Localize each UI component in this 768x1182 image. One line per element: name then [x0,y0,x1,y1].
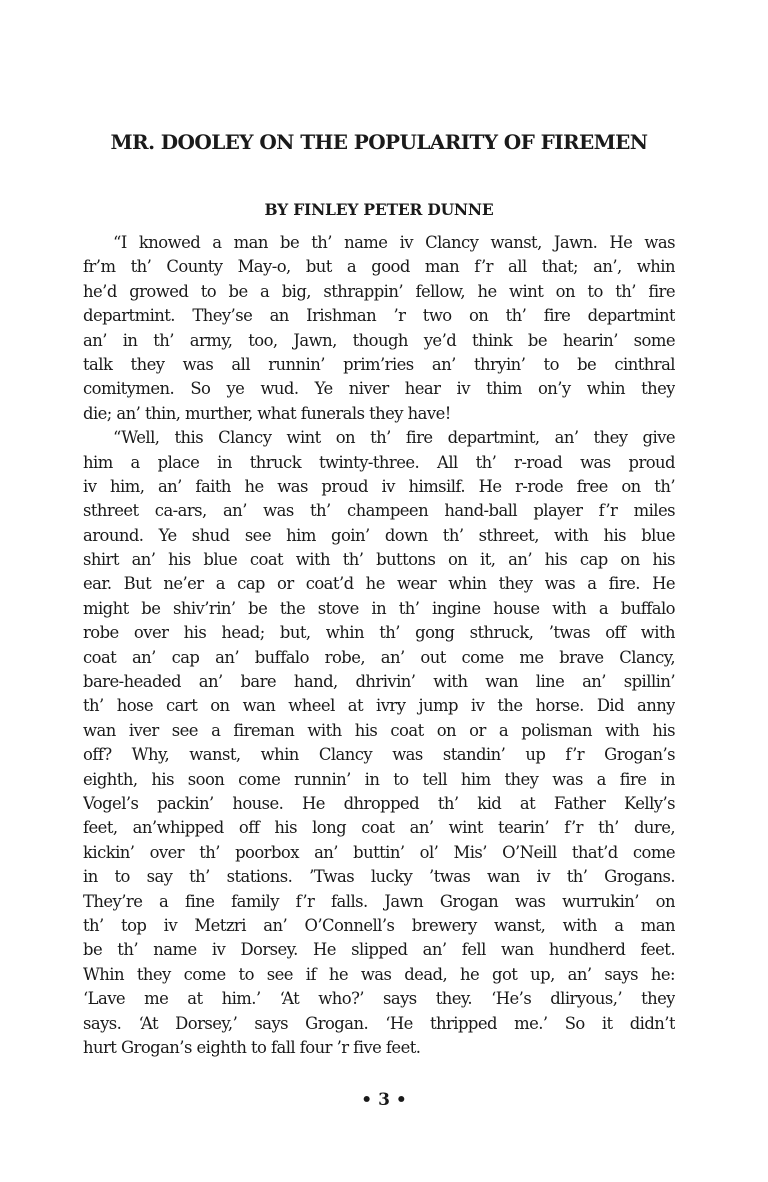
text-line: an’ in th’ army, too, Jawn, though ye’d think be hearin’ some [83,330,675,350]
text-line: Vogel’s packin’ house. He dhropped th’ kid at Father Kelly’s [83,793,675,813]
text-line: in to say th’ stations. ’Twas lucky ’twas wan iv th’ Grogans. [83,867,675,887]
text-line: might be shiv’rin’ be the stove in th’ ingine house with a buffalo [83,598,675,618]
text-line: feet, an’whipped off his long coat an’ wint tearin’ f’r th’ dure, [83,818,675,838]
text-line: be th’ name iv Dorsey. He slipped an’ fell wan hundherd feet. [83,940,675,960]
author-byline: BY FINLEY PETER DUNNE [264,200,494,219]
text-line: him a place in thruck twinty-three. All th’ r-road was proud [83,452,675,472]
text-line: robe over his head; but, whin th’ gong sthruck, ’twas off with [83,623,675,643]
text-line: th’ hose cart on wan wheel at ivry jump iv the horse. Did anny [83,696,675,716]
text-line: hurt Grogan’s eighth to fall four ’r five feet. [83,1037,421,1057]
article-body [83,231,675,1060]
text-line: “Well, this Clancy wint on th’ fire departmint, an’ they give [113,428,675,448]
article-title: MR. DOOLEY ON THE POPULARITY OF FIREMEN [110,130,648,154]
text-line: fr’m th’ County May-o, but a good man f’r all that; an’, whin [83,257,675,277]
paragraph [83,426,675,1060]
text-line: kickin’ over th’ poorbox an’ buttin’ ol’ Mis’ O’Neill that’d come [83,842,675,862]
text-line: th’ top iv Metzri an’ O’Connell’s brewery wanst, with a man [83,915,675,935]
paragraph [83,231,675,426]
text-line: coat an’ cap an’ buffalo robe, an’ out come me brave Clancy, [83,647,675,667]
text-line: ‘Lave me at him.’ ‘At who?’ says they. ‘He’s dliryous,’ they [83,989,675,1009]
text-line: sthreet ca-ars, an’ was th’ champeen hand-ball player f’r miles [83,501,675,521]
text-line: wan iver see a fireman with his coat on or a polisman with his [83,720,675,740]
text-line: iv him, an’ faith he was proud iv himsilf. He r-rode free on th’ [83,476,675,496]
page-body [83,128,675,1060]
text-line: comitymen. So ye wud. Ye niver hear iv thim on’y whin they [83,379,675,399]
text-line: die; an’ thin, murther, what funerals they have! [83,403,451,423]
text-line: he’d growed to be a big, sthrappin’ fellow, he wint on to th’ fire [83,281,675,301]
text-line: says. ‘At Dorsey,’ says Grogan. ‘He thripped me.’ So it didn’t [83,1013,675,1033]
text-line: shirt an’ his blue coat with th’ buttons on it, an’ his cap on his [83,550,675,570]
text-line: talk they was all runnin’ prim’ries an’ thryin’ to be cinthral [83,354,675,374]
text-line: bare-headed an’ bare hand, dhrivin’ with wan line an’ spillin’ [83,672,675,692]
page-number: • 3 • [361,1090,407,1110]
text-line: eighth, his soon come runnin’ in to tell him they was a fire in [83,769,675,789]
text-line: ear. But ne’er a cap or coat’d he wear whin they was a fire. He [83,574,675,594]
text-line: around. Ye shud see him goin’ down th’ sthreet, with his blue [83,525,675,545]
text-line: “I knowed a man be th’ name iv Clancy wanst, Jawn. He was [113,233,675,252]
text-line: departmint. They’se an Irishman ’r two on th’ fire departmint [83,306,675,326]
text-line: Whin they come to see if he was dead, he got up, an’ says he: [83,964,675,984]
text-line: off? Why, wanst, whin Clancy was standin’ up f’r Grogan’s [83,745,675,765]
text-line: They’re a fine family f’r falls. Jawn Grogan was wurrukin’ on [83,891,675,911]
